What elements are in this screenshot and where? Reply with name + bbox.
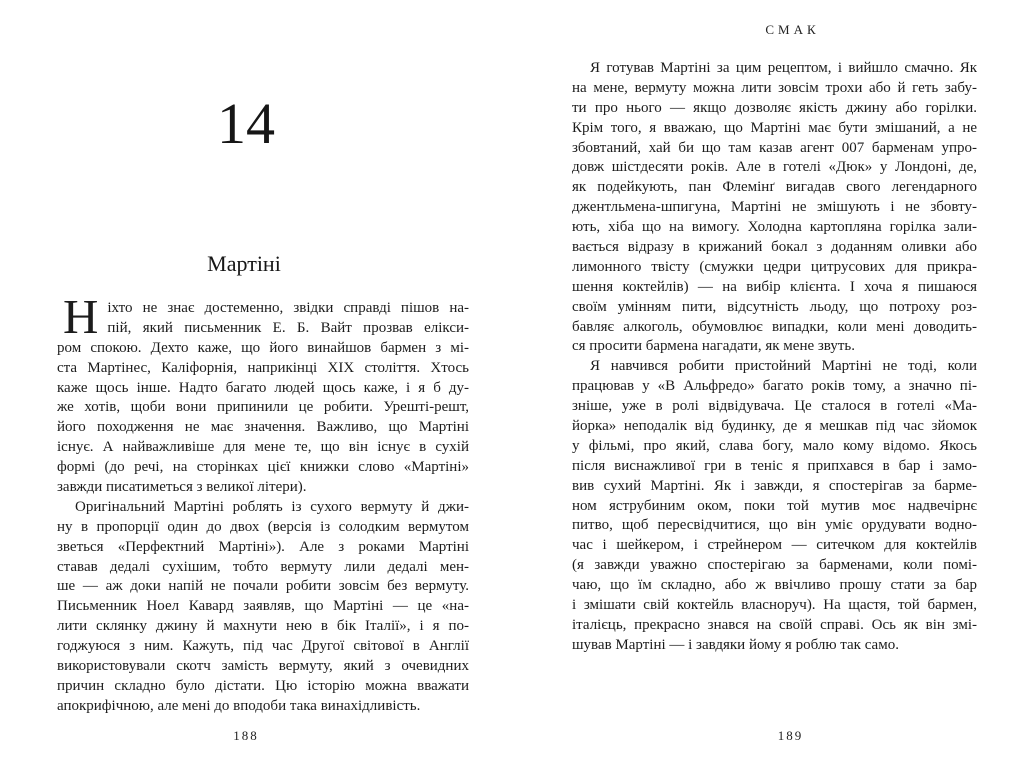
text-line: завжди писатиметься з великої літери).: [57, 479, 307, 496]
paragraph: [572, 357, 977, 655]
text-line: зніше, уже в ролі відвідувача. Це сталося в готелі «Ма-: [572, 398, 977, 415]
text-line: Я готував Мартіні за цим рецептом, і вийшло смачно. Як: [590, 60, 977, 76]
text-line: же хотів, щоби вони припинили це робити. Урешті-решт,: [57, 399, 469, 416]
text-line: ють, хіба що на вимогу. Холодна картопляна горілка зали-: [572, 219, 977, 236]
left-page: [57, 0, 469, 768]
text-line: на мене, вермуту можна лити зовсім трохи або й геть забу-: [572, 79, 977, 96]
paragraph: [57, 498, 469, 717]
text-line: Крім того, я вважаю, що Мартіні має бути змішаний, а не: [572, 119, 977, 136]
paragraph: [572, 59, 977, 357]
text-line: довж шістдесяти років. Але в готелі «Дюк» у Лондоні, де,: [572, 159, 977, 176]
text-line: лимонного твісту (смужки цедри цитрусових для прикра-: [572, 258, 977, 275]
page-number-right: 189: [777, 728, 804, 743]
text-line: Оригінальний Мартіні роблять із сухого вермуту й джи-: [75, 498, 469, 515]
text-line: ше — аж доки напій не почали робити зовсім без вермуту.: [57, 578, 469, 595]
text-line: і змішати свій коктейль власноруч). На щастя, той бармен,: [572, 597, 977, 614]
text-line: ся просити бармена нагадати, як мене звуть.: [572, 338, 856, 355]
text-line: збовтаний, хай би що там казав агент 007 барменам упро-: [572, 139, 977, 156]
drop-cap: Н: [63, 289, 99, 344]
text-line: ну в пропорції один до двох (версія із солодким вермутом: [57, 518, 469, 535]
text-line: годжуюся з ним. Кажуть, під час Другої світової в Англії: [57, 638, 469, 655]
running-header: СМАК: [765, 22, 820, 37]
text-line: джентльмена-шпигуна, Мартіні не змішують і не збовту-: [572, 199, 977, 216]
text-line: його походження не має значення. Важливо, що Мартіні: [57, 419, 469, 436]
chapter-title: Мартіні: [207, 251, 281, 276]
text-line: працював у «В Альфредо» багато років тому, а значно пі-: [572, 378, 977, 395]
text-line: бавляє алкоголь, обумовлює випадки, коли мені доводить-: [572, 318, 977, 335]
text-line: ром спокою. Дехто каже, що його винайшов бармен з мі-: [57, 339, 469, 356]
text-line: вається відразу в крижаний бокал з доданням оливки або: [572, 239, 977, 256]
text-line: своїм умінням пити, відсутність льоду, що потроху роз-: [572, 298, 977, 315]
text-line: використовували скотч замість вермуту, який з очевидних: [57, 658, 469, 675]
right-page: [572, 0, 977, 768]
text-line: іхто не знає достеменно, звідки справді пішов на-: [107, 300, 469, 316]
paragraph: [57, 289, 469, 498]
text-line: формі (до речі, на сторінках цієї книжки слово «Мартіні»: [57, 459, 469, 476]
text-line: шення коктейлів) — на вибір клієнта. І хоча я пишаюся: [572, 278, 977, 295]
text-line: існує. А найважливіше для мене те, що він існує в сухій: [57, 439, 469, 456]
text-line: після виснажливої гри в теніс я припхався в бар і замо-: [572, 457, 977, 474]
text-line: (я завжди уважно спостерігаю за барменами, коли помі-: [572, 557, 977, 574]
text-line: зветься «Перфектний Мартіні»). Але з роками Мартіні: [57, 538, 469, 555]
text-line: ста Мартінес, Каліфорнія, наприкінці XIX століття. Хтось: [57, 359, 469, 376]
text-line: Я навчився робити пристойний Мартіні не тоді, коли: [590, 358, 977, 375]
text-line: час і шейкером, і стрейнером — ситечком для коктейлів: [572, 537, 977, 554]
page-number-left: 188: [233, 728, 259, 743]
text-line: апокрифічною, але мені до вподоби така винахідливість.: [57, 697, 421, 714]
body-text-right: [572, 59, 977, 656]
text-line: пій, який письменник Е. Б. Вайт прозвав елікси-: [107, 319, 469, 336]
text-line: причин складно було дістати. Цю історію можна вважати: [57, 677, 469, 694]
chapter-number: 14: [217, 91, 275, 156]
text-line: у фільмі, про який, слава богу, мало кому відомо. Якось: [572, 437, 977, 454]
text-line: ти про нього — якщо дозволяє якість джину або горілки.: [572, 99, 977, 116]
text-line: шував Мартіні — і завдяки йому я роблю так само.: [572, 636, 899, 653]
text-line: італієць, прекрасно знався на своїй справі. Ось як він змі-: [572, 616, 977, 633]
body-text-left: [57, 289, 469, 717]
text-line: вив сухий Мартіні. Як і завжди, я спостерігав за барме-: [572, 477, 977, 494]
text-line: питво, щоб пересвідчитися, що він уміє орудувати водно-: [572, 517, 977, 534]
text-line: лити склянку джину й махнути нею в бік Італії», і я по-: [57, 618, 469, 635]
text-line: ном яструбиним оком, поки той мутив моє надвечірнє: [572, 497, 977, 514]
text-line: чаю, що їм складно, або ж ввічливо прошу стати за бар: [572, 577, 977, 594]
text-line: йорка» неподалік від будинку, де я мешкав під час зйомок: [572, 418, 977, 435]
text-line: Письменник Ноел Кавард заявляв, що Мартіні — це «на-: [57, 598, 469, 615]
text-line: як подейкують, пан Флемінґ вигадав свого легендарного: [572, 179, 977, 196]
text-line: ставав дедалі сухішим, тобто вермуту лили дедалі мен-: [57, 558, 469, 575]
text-line: каже щось інше. Надто багато людей щось каже, і я б ду-: [57, 379, 469, 396]
